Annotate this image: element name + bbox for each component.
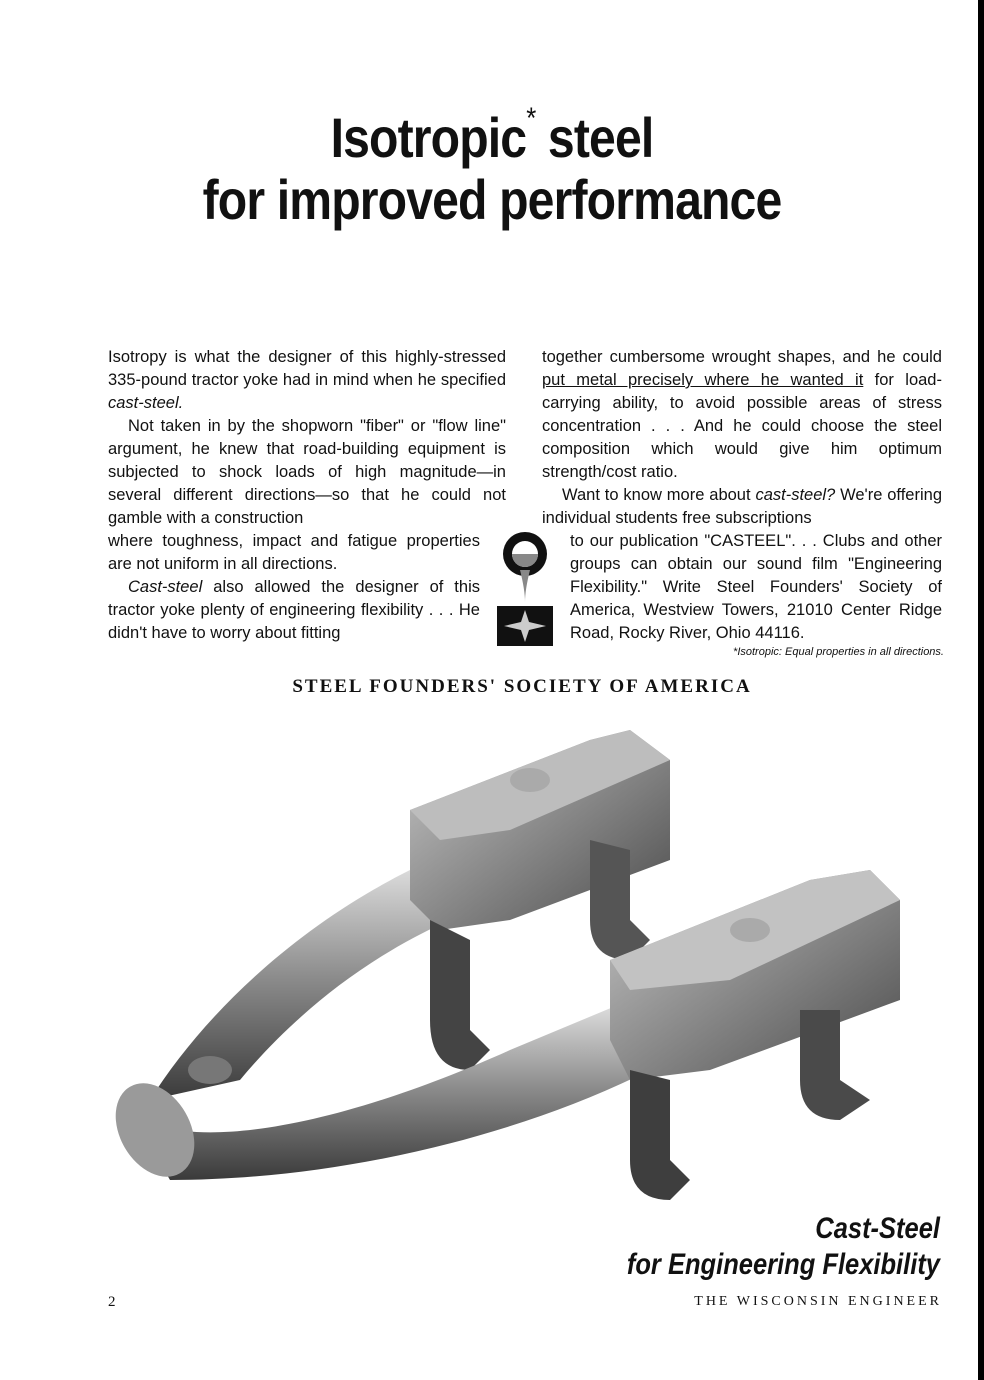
tractor-yoke-image [110, 720, 920, 1220]
paragraph-5-text-b: We're offering individual students free subscriptions [542, 486, 942, 527]
organization-name: STEEL FOUNDERS' SOCIETY OF AMERICA [292, 676, 752, 697]
headline-line-2: for improved performance [202, 168, 782, 231]
paragraph-4 [542, 346, 942, 484]
steel-founders-logo [496, 530, 554, 646]
paragraph-3-text: also allowed the designer of this tractor yoke plenty of engineering flexibility . . . He didn't have to worry about fitting [108, 578, 480, 642]
footnote: *Isotropic: Equal properties in all directions. [733, 646, 944, 658]
paragraph-3 [108, 576, 480, 645]
paragraph-3-italic: Cast-steel [128, 578, 203, 596]
headline-line-1 [69, 102, 915, 169]
paragraph-2-cont: where toughness, impact and fatigue properties are not uniform in all directions. [108, 532, 480, 573]
body-column-left [108, 346, 506, 645]
paragraph-4-text-b: for load-carrying ability, to avoid possible areas of stress concentration . . . And he could choose the steel composition which would give him optimum strength/cost ratio. [542, 371, 942, 481]
tagline-line-2: for Engineering Flexibility [626, 1248, 940, 1281]
page-number: 2 [108, 1294, 116, 1310]
headline-word-steel: steel [547, 106, 654, 169]
headline-asterisk: * [526, 102, 536, 135]
paragraph-1-text: Isotropy is what the designer of this highly-stressed 335-pound tractor yoke had in mind when he specified [108, 348, 506, 389]
paragraph-2: Not taken in by the shopworn "fiber" or "flow line" argument, he knew that road-building equipment is subjected to shock loads of high magnitude—in several different directions—so that he could not gamble with a construction [108, 417, 506, 527]
paragraph-5-text-a: Want to know more about [562, 486, 756, 504]
headline-word-isotropic: Isotropic [330, 106, 527, 169]
paragraph-5 [542, 484, 942, 530]
paragraph-1 [108, 346, 506, 415]
paragraph-4-underlined: put metal precisely where he wanted it [542, 371, 864, 389]
publication-name: THE WISCONSIN ENGINEER [694, 1294, 942, 1309]
paragraph-4-text-a: together cumbersome wrought shapes, and he could [542, 348, 942, 366]
paragraph-1-italic: cast-steel. [108, 394, 184, 412]
body-column-right-narrow [570, 530, 942, 645]
body-column-right [542, 346, 942, 530]
paragraph-5-italic: cast-steel? [755, 486, 836, 504]
tagline-line-1: Cast-Steel [815, 1212, 940, 1245]
paragraph-5-cont: to our publication "CASTEEL". . . Clubs and other groups can obtain our sound film "Engineering Flexibility." Write Steel Founders' Society of America, Westview Towers, 21010 Center Ridge Road, Rocky River, Ohio 44116. [570, 532, 942, 642]
